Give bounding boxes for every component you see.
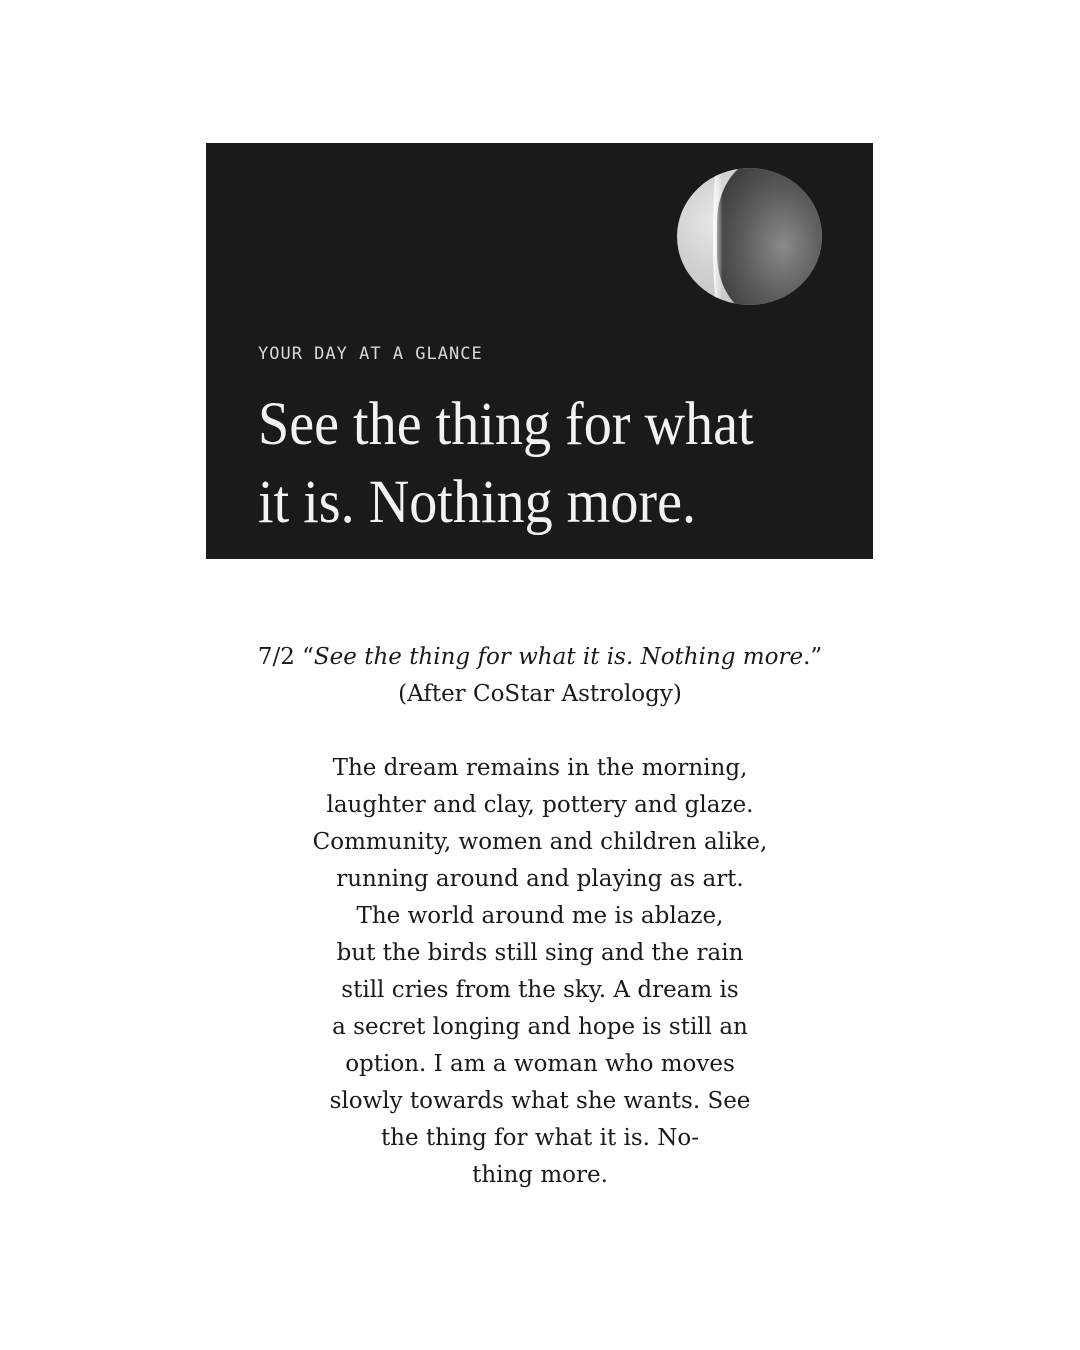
poem-line: slowly towards what she wants. See <box>329 1088 751 1114</box>
poem-title <box>0 639 1080 676</box>
poem-line: a secret longing and hope is still an <box>332 1014 748 1040</box>
poem-subtitle: (After CoStar Astrology) <box>398 681 682 707</box>
poem-line: laughter and clay, pottery and glaze. <box>326 792 754 818</box>
poem-line: Community, women and children alike, <box>312 829 768 855</box>
poem-line: option. I am a woman who moves <box>345 1051 735 1077</box>
poem-line: but the birds still sing and the rain <box>336 940 744 966</box>
moon-shadow <box>717 168 822 305</box>
stanza-gap <box>0 713 1080 750</box>
moon-image <box>677 168 822 305</box>
poem-line: thing more. <box>472 1162 608 1188</box>
poem-date: 7/2 “ <box>257 644 314 670</box>
card-eyebrow: YOUR DAY AT A GLANCE <box>258 344 483 364</box>
poem-line: still cries from the sky. A dream is <box>341 977 739 1003</box>
poem <box>0 639 1080 1194</box>
poem-line: running around and playing as art. <box>336 866 744 892</box>
headline-line-1: See the thing for what <box>258 391 754 458</box>
poem-line: the thing for what it is. No- <box>380 1125 700 1151</box>
poem-line: The dream remains in the morning, <box>332 755 748 781</box>
day-at-a-glance-card <box>206 143 873 559</box>
card-headline <box>258 386 792 542</box>
poem-title-end: .” <box>803 644 823 670</box>
headline-line-2: it is. Nothing more. <box>258 469 697 536</box>
poem-line: The world around me is ablaze, <box>356 903 724 929</box>
poem-title-italic: See the thing for what it is. Nothing more <box>313 644 804 670</box>
moon-highlight <box>713 168 723 305</box>
